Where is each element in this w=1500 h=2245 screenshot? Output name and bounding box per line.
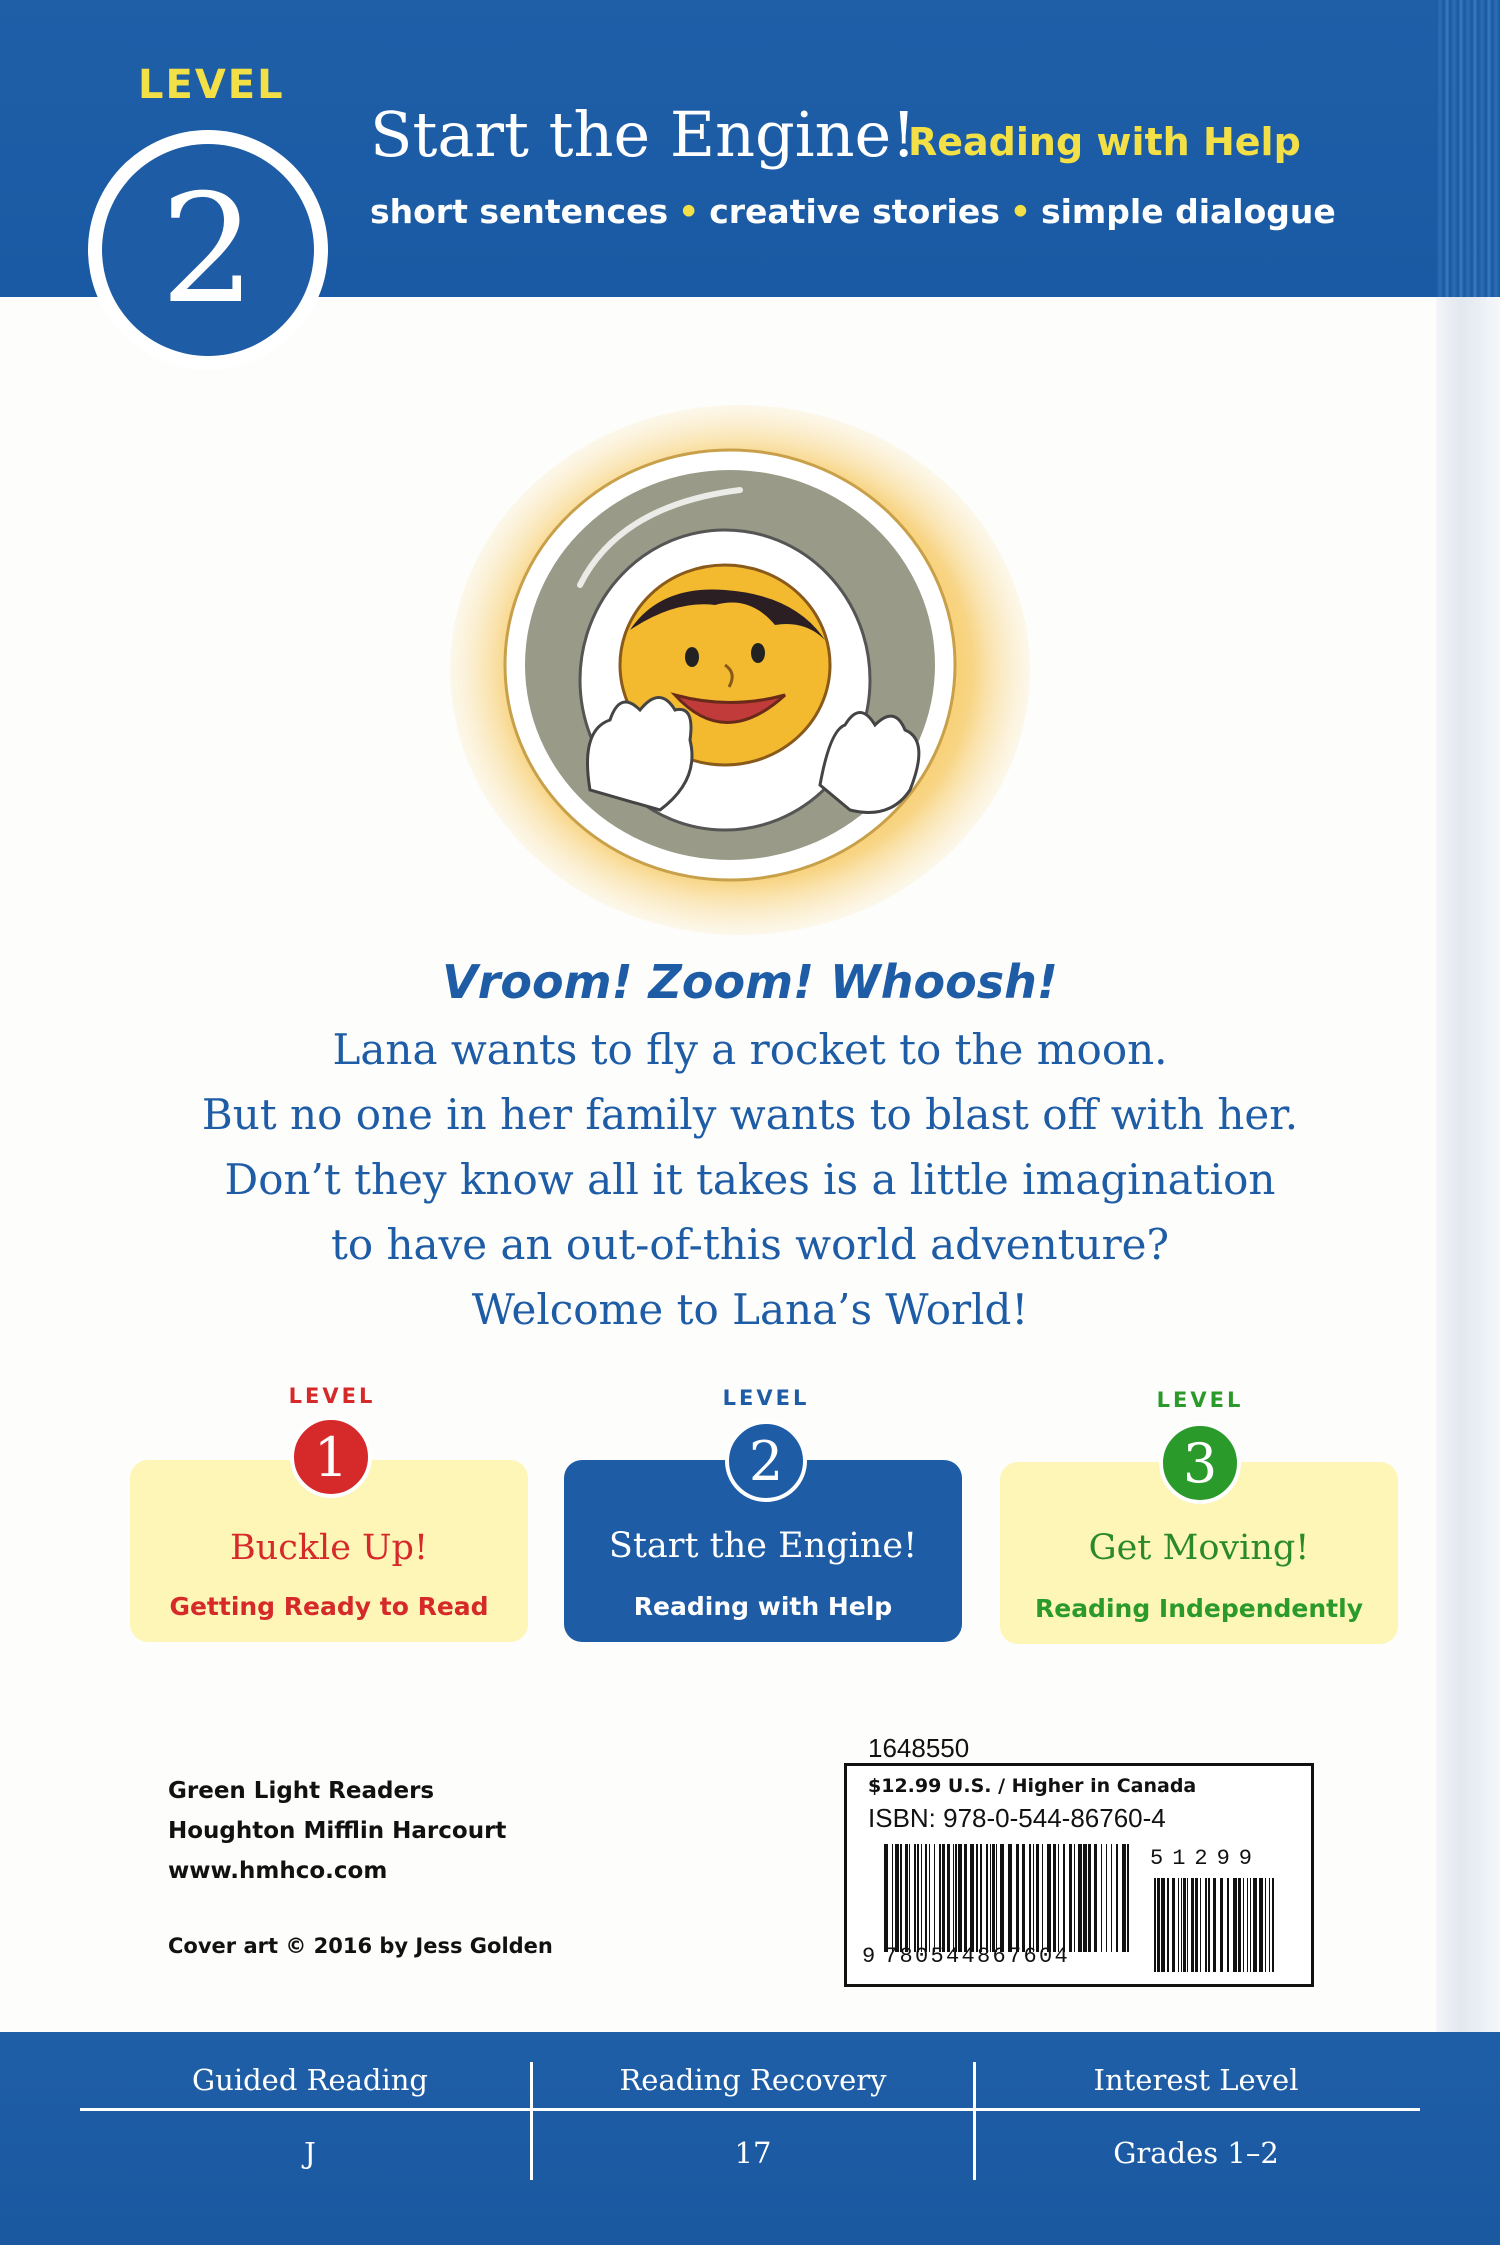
- barcode-bar: [921, 1844, 922, 1952]
- barcode-bar: [1243, 1878, 1244, 1972]
- barcode-bar: [1269, 1878, 1270, 1972]
- blurb-line: Don’t they know all it takes is a little imagination: [224, 1155, 1276, 1204]
- barcode-bar: [990, 1844, 991, 1952]
- barcode-bar: [1083, 1844, 1087, 1952]
- interest-level-value: Grades 1–2: [1113, 2136, 1279, 2170]
- barcode-bar: [996, 1844, 997, 1952]
- barcode-bar: [1167, 1878, 1169, 1972]
- barcode-bar: [1238, 1878, 1241, 1972]
- barcode-bars-addon: [1154, 1878, 1274, 1972]
- barcode-bar: [976, 1844, 978, 1952]
- barcode-bar: [1047, 1844, 1051, 1952]
- publisher-website: www.hmhco.com: [168, 1858, 388, 1884]
- barcode-digits: 780544867604: [884, 1944, 1071, 1969]
- barcode-bar: [992, 1844, 995, 1952]
- bullet-icon: •: [1009, 192, 1031, 231]
- barcode-bar: [1233, 1878, 1237, 1972]
- level-2-label: LEVEL: [722, 1386, 810, 1410]
- barcode-bar: [1022, 1844, 1025, 1952]
- series-title: Start the Engine!: [370, 98, 917, 171]
- barcode-bar: [900, 1844, 902, 1952]
- barcode-bar: [884, 1844, 888, 1952]
- column-divider: [530, 2062, 533, 2180]
- level-word: LEVEL: [138, 62, 285, 108]
- eye-right: [751, 643, 765, 663]
- barcode-bar: [1069, 1844, 1072, 1952]
- barcode-bar: [1063, 1844, 1065, 1952]
- barcode-bars-main: [884, 1844, 1129, 1952]
- barcode-bar: [1200, 1878, 1201, 1972]
- feature-item: creative stories: [709, 192, 1000, 231]
- barcode-bar: [1008, 1844, 1012, 1952]
- barcode-bar: [1078, 1844, 1082, 1952]
- barcode-bar: [1116, 1844, 1118, 1952]
- barcode-bar: [1101, 1844, 1102, 1952]
- barcode-bar: [1220, 1878, 1223, 1972]
- reading-recovery-heading: Reading Recovery: [619, 2063, 887, 2097]
- feature-list: [370, 192, 1336, 231]
- level-1-subtitle: Getting Ready to Read: [169, 1592, 489, 1621]
- eye-left: [685, 647, 699, 667]
- publisher-imprint: Green Light Readers: [168, 1778, 435, 1804]
- feature-item: simple dialogue: [1040, 192, 1336, 231]
- barcode-bar: [947, 1844, 950, 1952]
- blurb-line: to have an out-of-this world adventure?: [330, 1220, 1170, 1269]
- barcode-bar: [1000, 1844, 1004, 1952]
- level-1-badge: 1: [290, 1416, 372, 1498]
- barcode-bar: [929, 1844, 930, 1952]
- barcode-bar: [1183, 1878, 1186, 1972]
- barcode-bar: [955, 1844, 957, 1952]
- barcode-bar: [925, 1844, 927, 1952]
- barcode-bar: [934, 1844, 935, 1952]
- barcode-bar: [986, 1844, 988, 1952]
- barcode-bar: [1181, 1878, 1182, 1972]
- level-2-title: Start the Engine!: [608, 1526, 918, 1566]
- barcode-bar: [1213, 1878, 1216, 1972]
- barcode-bar: [1187, 1878, 1188, 1972]
- barcode-bar: [909, 1844, 910, 1952]
- barcode-bar: [1127, 1844, 1129, 1952]
- barcode-bar: [1157, 1878, 1160, 1972]
- barcode-bar: [958, 1844, 962, 1952]
- barcode-bar: [914, 1844, 916, 1952]
- blurb-line: Lana wants to fly a rocket to the moon.: [332, 1025, 1168, 1074]
- barcode-bar: [939, 1844, 941, 1952]
- barcode-bar: [1172, 1878, 1175, 1972]
- level-3-title: Get Moving!: [1088, 1528, 1310, 1568]
- isbn-label: ISBN: 978-0-544-86760-4: [868, 1803, 1166, 1833]
- level-badge-number: 2: [102, 144, 314, 356]
- barcode-bar: [1178, 1878, 1179, 1972]
- publisher-name: Houghton Mifflin Harcourt: [168, 1818, 507, 1844]
- barcode-bar: [970, 1844, 974, 1952]
- blurb-line: Welcome to Lana’s World!: [471, 1285, 1029, 1334]
- barcode-bar: [1253, 1878, 1257, 1972]
- barcode-bar: [1036, 1844, 1039, 1952]
- barcode-bar: [942, 1844, 945, 1952]
- barcode-bar: [1161, 1878, 1165, 1972]
- blurb-line: But no one in her family wants to blast off with her.: [201, 1090, 1299, 1139]
- level-2-subtitle: Reading with Help: [633, 1592, 893, 1621]
- barcode-bar: [905, 1844, 908, 1952]
- barcode-bar: [1042, 1844, 1043, 1952]
- level-1-title: Buckle Up!: [229, 1528, 429, 1568]
- series-subtitle: Reading with Help: [908, 120, 1301, 164]
- blurb-headline: Vroom! Zoom! Whoosh!: [442, 955, 1058, 1009]
- price-label: $12.99 U.S. / Higher in Canada: [868, 1775, 1197, 1797]
- feature-item: short sentences: [370, 192, 669, 231]
- level-3-subtitle: Reading Independently: [1034, 1594, 1363, 1623]
- barcode-bar: [1208, 1878, 1210, 1972]
- level-3-badge: 3: [1159, 1422, 1241, 1504]
- spine-edge-top: [1436, 0, 1500, 297]
- barcode-lead-digit: 9: [862, 1944, 876, 1969]
- barcode-bar: [1058, 1844, 1059, 1952]
- column-divider: [973, 2062, 976, 2180]
- barcode-bar: [1053, 1844, 1056, 1952]
- reading-info-rule: [80, 2108, 1420, 2111]
- barcode-bar: [1016, 1844, 1019, 1952]
- barcode-bar: [1106, 1844, 1107, 1952]
- barcode-bar: [1250, 1878, 1251, 1972]
- astronaut-helmet-illustration: [430, 395, 1070, 955]
- bullet-icon: •: [678, 192, 700, 231]
- barcode-bar: [980, 1844, 982, 1952]
- interest-level-heading: Interest Level: [1093, 2063, 1299, 2097]
- barcode-bar: [1227, 1878, 1229, 1972]
- barcode-bar: [1088, 1844, 1091, 1952]
- barcode-bar: [1191, 1878, 1194, 1972]
- product-code: 1648550: [868, 1733, 970, 1763]
- barcode-bar: [964, 1844, 967, 1952]
- barcode-bar: [1265, 1878, 1266, 1972]
- barcode-bar: [1094, 1844, 1097, 1952]
- barcode-bar: [1272, 1878, 1274, 1972]
- barcode-bar: [1247, 1878, 1248, 1972]
- level-1-label: LEVEL: [288, 1384, 376, 1408]
- barcode-bar: [1122, 1844, 1126, 1952]
- barcode-bar: [895, 1844, 899, 1952]
- barcode-bar: [892, 1844, 893, 1952]
- barcode-bar: [1259, 1878, 1263, 1972]
- guided-reading-value: J: [304, 2136, 316, 2170]
- barcode-bar: [1154, 1878, 1156, 1972]
- cover-credit: Cover art © 2016 by Jess Golden: [168, 1934, 553, 1958]
- level-3-label: LEVEL: [1156, 1388, 1244, 1412]
- barcode-bar: [917, 1844, 919, 1952]
- level-2-badge: 2: [725, 1420, 807, 1502]
- barcode-bar: [1074, 1844, 1075, 1952]
- barcode-bar: [1195, 1878, 1198, 1972]
- barcode-bar: [1111, 1844, 1112, 1952]
- barcode-bar: [1205, 1878, 1207, 1972]
- reading-recovery-value: 17: [734, 2136, 772, 2170]
- barcode-bar: [1033, 1844, 1034, 1952]
- guided-reading-heading: Guided Reading: [192, 2063, 428, 2097]
- barcode-bar: [1029, 1844, 1031, 1952]
- barcode-addon-digits: 51299: [1150, 1846, 1262, 1871]
- barcode-bar: [953, 1844, 954, 1952]
